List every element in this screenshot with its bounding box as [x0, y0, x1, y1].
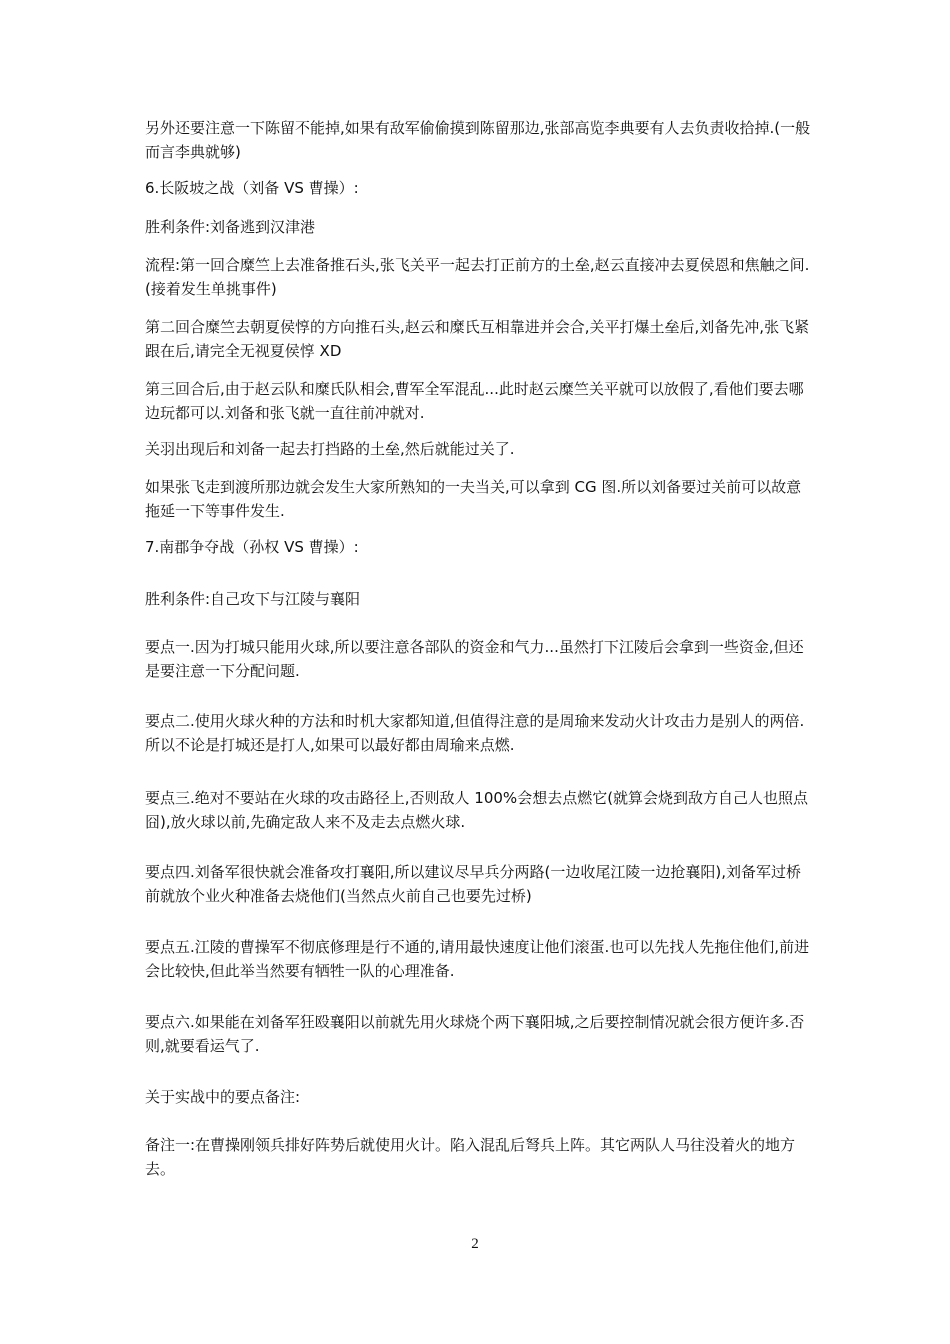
paragraph-chenliu-note: 另外还要注意一下陈留不能掉,如果有敌军偷偷摸到陈留那边,张部高览李典要有人去负责收拾掉.(一般而言李典就够)	[145, 119, 811, 161]
paragraph-procedure: 流程:第一回合糜竺上去准备推石头,张飞关平一起去打正前方的土垒,赵云直接冲去夏侯恩和焦触之间.(接着发生单挑事件)	[145, 256, 810, 298]
paragraph-point-three: 要点三.绝对不要站在火球的攻击路径上,否则敌人 100%会想去点燃它(就算会烧到敌方自己人也照点 囧),放火球以前,先确定敌人来不及走去点燃火球.	[145, 789, 809, 831]
section-heading-changbanpo: 6.长阪坡之战（刘备 VS 曹操）:	[145, 179, 359, 197]
paragraph-guanyu: 关羽出现后和刘备一起去打挡路的土垒,然后就能过关了.	[145, 440, 515, 458]
paragraph-point-one: 要点一.因为打城只能用火球,所以要注意各部队的资金和气力...虽然打下江陵后会拿到一些资金,但还是要注意一下分配问题.	[145, 638, 804, 680]
paragraph-point-two: 要点二.使用火球火种的方法和时机大家都知道,但值得注意的是周瑜来发动火计攻击力是别人的两倍.所以不论是打城还是打人,如果可以最好都由周瑜来点燃.	[145, 712, 805, 754]
paragraph-victory-condition-7: 胜利条件:自己攻下与江陵与襄阳	[145, 590, 361, 608]
page-number: 2	[471, 1236, 479, 1252]
paragraph-notes-heading: 关于实战中的要点备注:	[145, 1088, 301, 1106]
paragraph-zhangfei-event: 如果张飞走到渡所那边就会发生大家所熟知的一夫当关,可以拿到 CG 图.所以刘备要过关前可以故意拖延一下等事件发生.	[145, 478, 802, 520]
paragraph-round-three: 第三回合后,由于赵云队和糜氏队相会,曹军全军混乱...此时赵云糜竺关平就可以放假了,看他们要去哪边玩都可以.刘备和张飞就一直往前冲就对.	[145, 380, 804, 422]
paragraph-point-five: 要点五.江陵的曹操军不彻底修理是行不通的,请用最快速度让他们滚蛋.也可以先找人先拖住他们,前进会比较快,但此举当然要有牺牲一队的心理准备.	[145, 938, 810, 980]
paragraph-victory-condition-6: 胜利条件:刘备逃到汉津港	[145, 218, 316, 236]
paragraph-point-four: 要点四.刘备军很快就会准备攻打襄阳,所以建议尽早兵分两路(一边收尾江陵一边抢襄阳),刘备军过桥前就放个业火种准备去烧他们(当然点火前自己也要先过桥)	[145, 863, 802, 905]
paragraph-note-one: 备注一:在曹操刚领兵排好阵势后就使用火计。陷入混乱后弩兵上阵。其它两队人马往没着火的地方去。	[145, 1136, 796, 1178]
paragraph-round-two: 第二回合糜竺去朝夏侯惇的方向推石头,赵云和糜氏互相靠进并会合,关平打爆土垒后,刘备先冲,张飞紧跟在后,请完全无视夏侯惇 XD	[145, 318, 810, 360]
paragraph-point-six: 要点六.如果能在刘备军狂殴襄阳以前就先用火球烧个两下襄阳城,之后要控制情况就会很方便许多.否则,就要看运气了.	[145, 1013, 805, 1055]
section-heading-nanjun: 7.南郡争夺战（孙权 VS 曹操）:	[145, 538, 359, 556]
